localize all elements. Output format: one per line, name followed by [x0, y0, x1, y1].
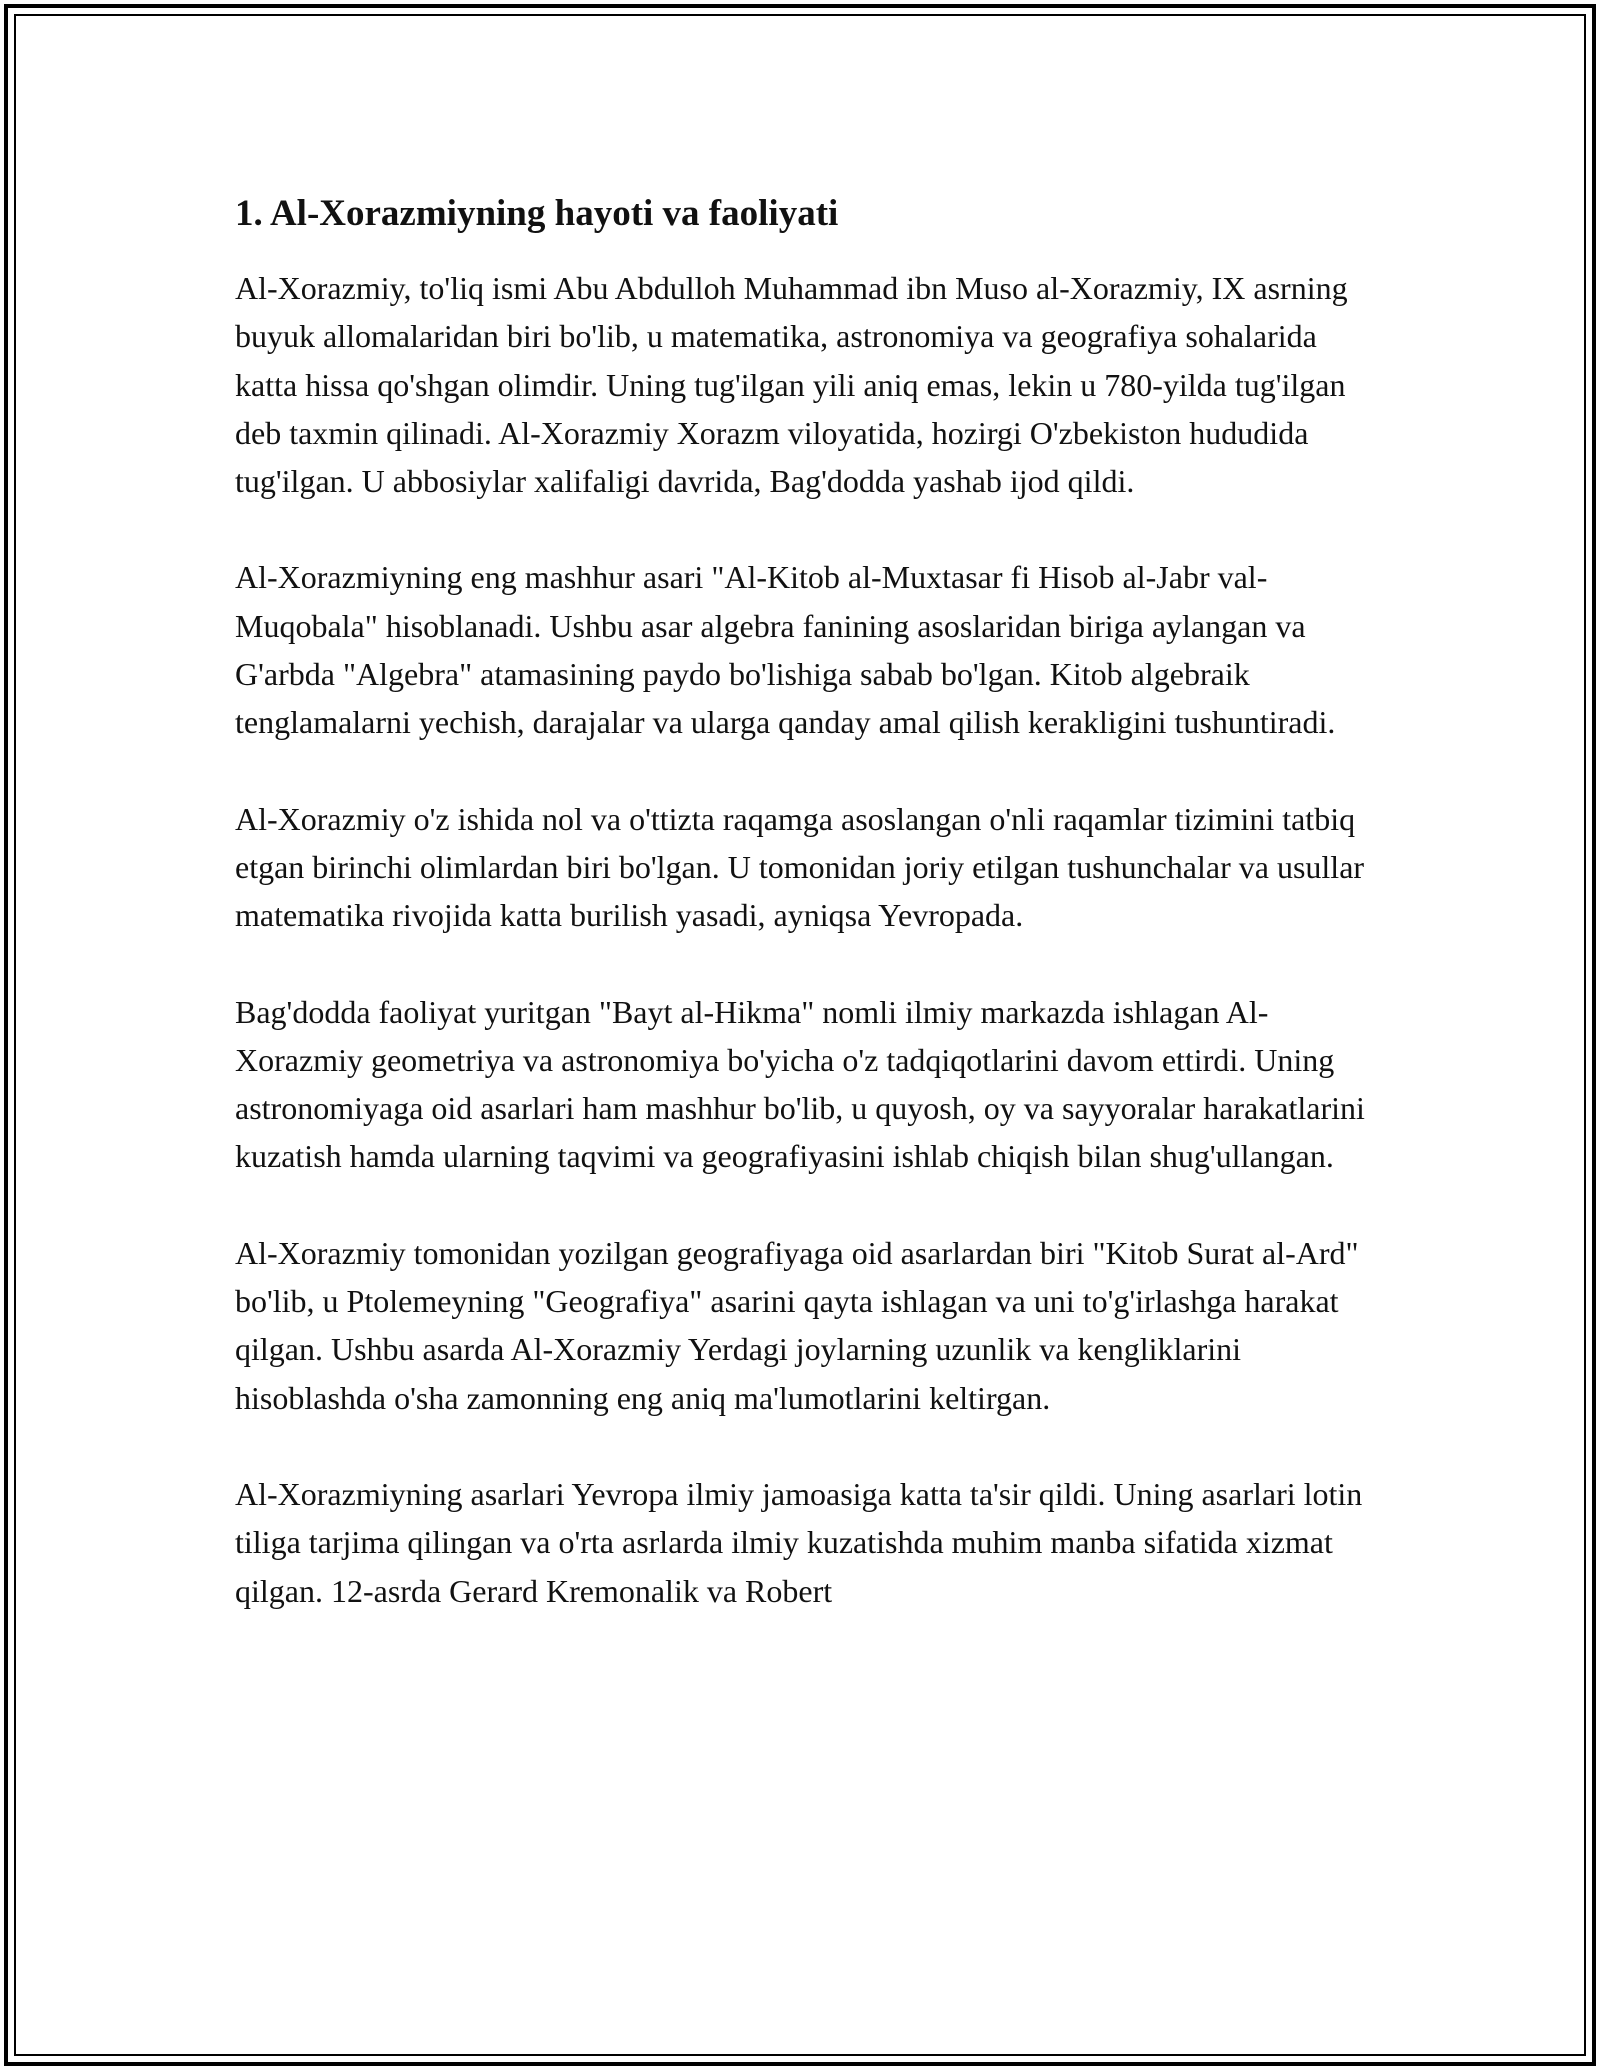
paragraph-decimal-system: Al-Xorazmiy o'z ishida nol va o'ttizta raqamga asoslangan o'nli raqamlar tizimini tatbiq etgan birinchi olimlardan biri bo'lgan. U tomonidan joriy etilgan tushunchalar va usullar matematika rivojida katta burilish yasadi, ayniqsa Yevropada. — [235, 800, 1365, 934]
paragraph-geography: Al-Xorazmiy tomonidan yozilgan geografiyaga oid asarlardan biri "Kitob Surat al-Ard" bo'lib, u Ptolemeyning "Geografiya" asarini qayta ishlagan va uni to'g'irlashga harakat qilgan. Ushbu asarda Al-Xorazmiy Yerdagi joylarning uzunlik va kengliklarini hisoblashda o'sha zamonning eng aniq ma'lumotlarini keltirgan. — [235, 1234, 1359, 1416]
section-heading: 1. Al-Xorazmiyning hayoti va faoliyati — [235, 193, 839, 234]
paragraph-biography: Al-Xorazmiy, to'liq ismi Abu Abdulloh Muhammad ibn Muso al-Xorazmiy, IX asrning buyuk allomalaridan biri bo'lib, u matematika, astronomiya va geografiya sohalarida katta hissa qo'shgan olimdir. Uning tug'ilgan yili aniq emas, lekin u 780-yilda tug'ilgan deb taxmin qilinadi. Al-Xorazmiy Xorazm viloyatida, hozirgi O'zbekiston hududida tug'ilgan. U abbosiylar xalifaligi davrida, Bag'dodda yashab ijod qildi. — [235, 270, 1348, 500]
paragraph-algebra-book: Al-Xorazmiyning eng mashhur asari "Al-Kitob al-Muxtasar fi Hisob al-Jabr val-Muqobala" hisoblanadi. Ushbu asar algebra fanining asoslaridan biriga aylangan va G'arbda "Algebra" atamasining paydo bo'lishiga sabab bo'lgan. Kitob algebraik tenglamalarni yechish, darajalar va ularga qanday amal qilish kerakligini tushuntiradi. — [235, 559, 1336, 741]
paragraph-bayt-al-hikma: Bag'dodda faoliyat yuritgan "Bayt al-Hikma" nomli ilmiy markazda ishlagan Al-Xorazmiy geometriya va astronomiya bo'yicha o'z tadqiqotlarini davom ettirdi. Uning astronomiyaga oid asarlari ham mashhur bo'lib, u quyosh, oy va sayyoralar harakatlarini kuzatish hamda ularning taqvimi va geografiyasini ishlab chiqish bilan shug'ullangan. — [235, 993, 1365, 1175]
document-body — [235, 188, 1375, 1615]
paragraph-influence: Al-Xorazmiyning asarlari Yevropa ilmiy jamoasiga katta ta'sir qildi. Uning asarlari lotin tiliga tarjima qilingan va o'rta asrlarda ilmiy kuzatishda muhim manba sifatida xizmat qilgan. 12-asrda Gerard Kremonalik va Robert — [235, 1475, 1363, 1609]
